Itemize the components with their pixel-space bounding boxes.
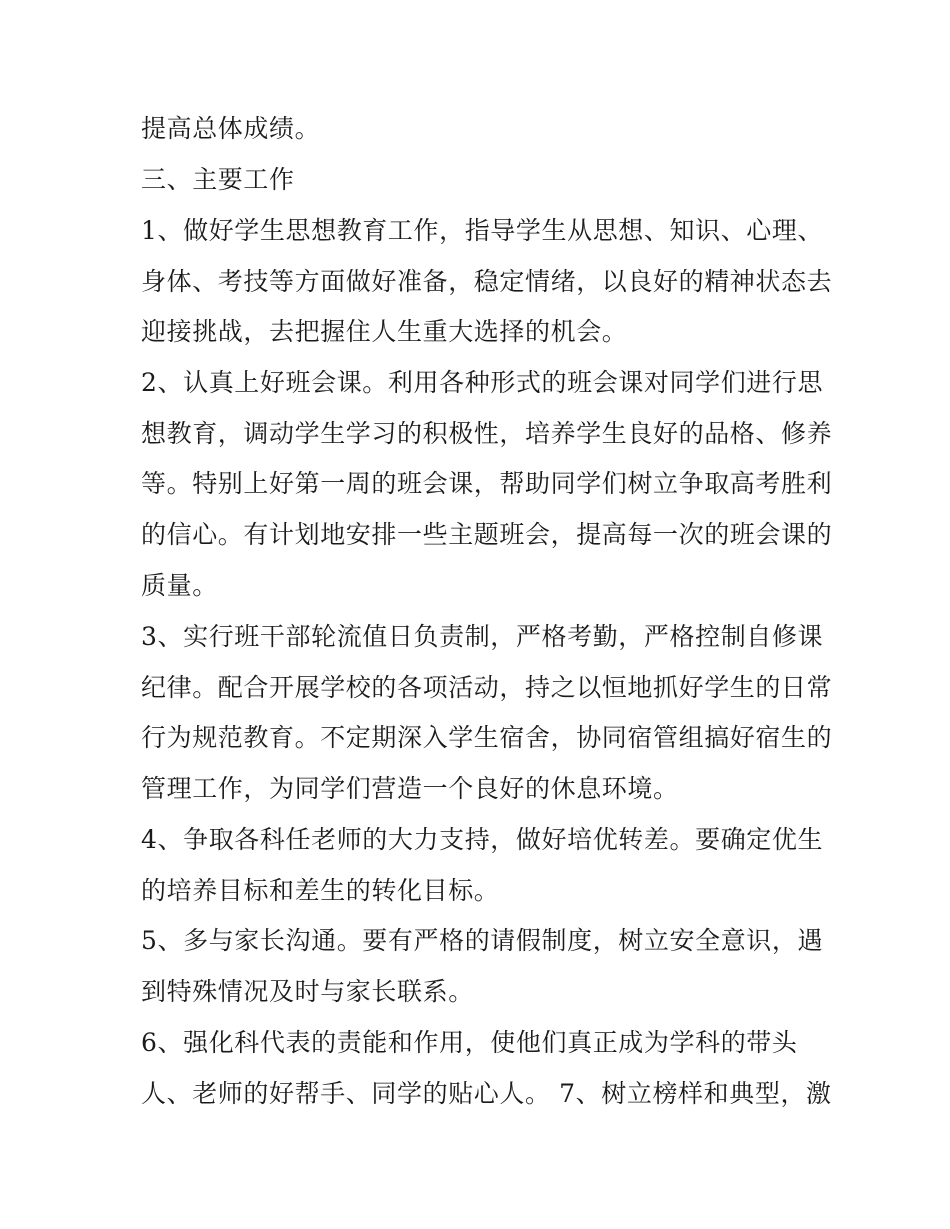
text-line: 身体、考技等方面做好准备，稳定情绪，以良好的精神状态去 bbox=[141, 267, 833, 296]
text-line: 6、强化科代表的责能和作用，使他们真正成为学科的带头 bbox=[141, 1028, 798, 1057]
text-line: 到特殊情况及时与家长联系。 bbox=[141, 977, 474, 1006]
text-line: 想教育，调动学生学习的积极性，培养学生良好的品格、修养 bbox=[141, 419, 833, 448]
text-line: 的培养目标和差生的转化目标。 bbox=[141, 876, 500, 905]
text-line: 的信心。有计划地安排一些主题班会，提高每一次的班会课的 bbox=[141, 520, 833, 549]
text-line: 3、实行班干部轮流值日负责制，严格考勤，严格控制自修课 bbox=[141, 622, 824, 651]
text-line: 5、多与家长沟通。要有严格的请假制度，树立安全意识，遇 bbox=[141, 926, 824, 955]
text-line: 1、做好学生思想教育工作，指导学生从思想、知识、心理、 bbox=[141, 216, 824, 245]
text-line: 人、老师的好帮手、同学的贴心人。 7、树立榜样和典型，激 bbox=[141, 1079, 832, 1108]
text-line: 管理工作，为同学们营造一个良好的休息环境。 bbox=[141, 774, 679, 803]
text-line: 行为规范教育。不定期深入学生宿舍，协同宿管组搞好宿生的 bbox=[141, 723, 833, 752]
text-line: 等。特别上好第一周的班会课，帮助同学们树立争取高考胜利 bbox=[141, 469, 833, 498]
text-line: 迎接挑战，去把握住人生重大选择的机会。 bbox=[141, 317, 628, 346]
section-heading: 三、主要工作 bbox=[141, 165, 295, 194]
text-line: 纪律。配合开展学校的各项活动，持之以恒地抓好学生的日常 bbox=[141, 673, 833, 702]
text-line: 提高总体成绩。 bbox=[141, 114, 321, 143]
text-line: 2、认真上好班会课。利用各种形式的班会课对同学们进行思 bbox=[141, 368, 824, 397]
text-line: 质量。 bbox=[141, 571, 218, 600]
text-line: 4、争取各科任老师的大力支持，做好培优转差。要确定优生 bbox=[141, 825, 824, 854]
